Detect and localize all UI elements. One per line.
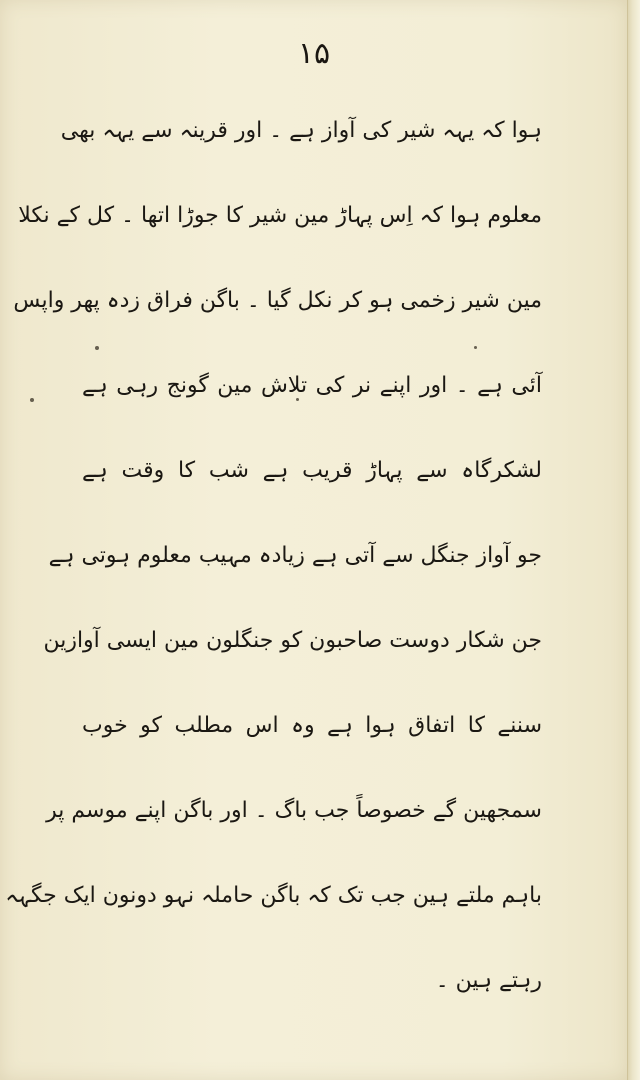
- text-line: معلوم ہوا کہ اِس پہاڑ مین شیر کا جوڑا اتھا ۔ کل کے نکلا: [18, 203, 542, 228]
- text-line: رہتے ہین ۔: [435, 968, 542, 993]
- page-number: ١۵: [297, 36, 331, 71]
- text-line: مین شیر زخمی ہو کر نکل گیا ۔ باگن فراق زدہ پھر واپس: [13, 288, 542, 313]
- ink-speck: [474, 346, 477, 349]
- text-line: ہوا کہ یہہ شیر کی آواز ہے ۔ اور قرینہ سے یہہ بھی: [60, 118, 542, 143]
- text-line: جو آواز جنگل سے آتی ہے زیادہ مہیب معلوم ہوتی ہے: [48, 543, 542, 568]
- text-line: جن شکار دوست صاحبون کو جنگلون مین ایسی آوازین: [43, 628, 542, 653]
- text-line: سننے کا اتفاق ہوا ہے وہ اس مطلب کو خوب: [82, 713, 542, 738]
- text-line: لشکرگاہ سے پہاڑ قریب ہے شب کا وقت ہے: [82, 458, 542, 483]
- text-line: آئی ہے ۔ اور اپنے نر کی تلاش مین گونج رہی ہے: [82, 373, 542, 398]
- text-line: باہم ملتے ہین جب تک کہ باگن حاملہ نہو دونون ایک جگہہ: [5, 883, 542, 908]
- text-line: سمجھین گے خصوصاً جب باگ ۔ اور باگن اپنے موسم پر: [46, 798, 542, 823]
- page-edge: [627, 0, 640, 1080]
- ink-speck: [30, 398, 34, 402]
- ink-speck: [95, 346, 99, 350]
- body-text: [5, 88, 542, 1023]
- ink-speck: [296, 398, 299, 401]
